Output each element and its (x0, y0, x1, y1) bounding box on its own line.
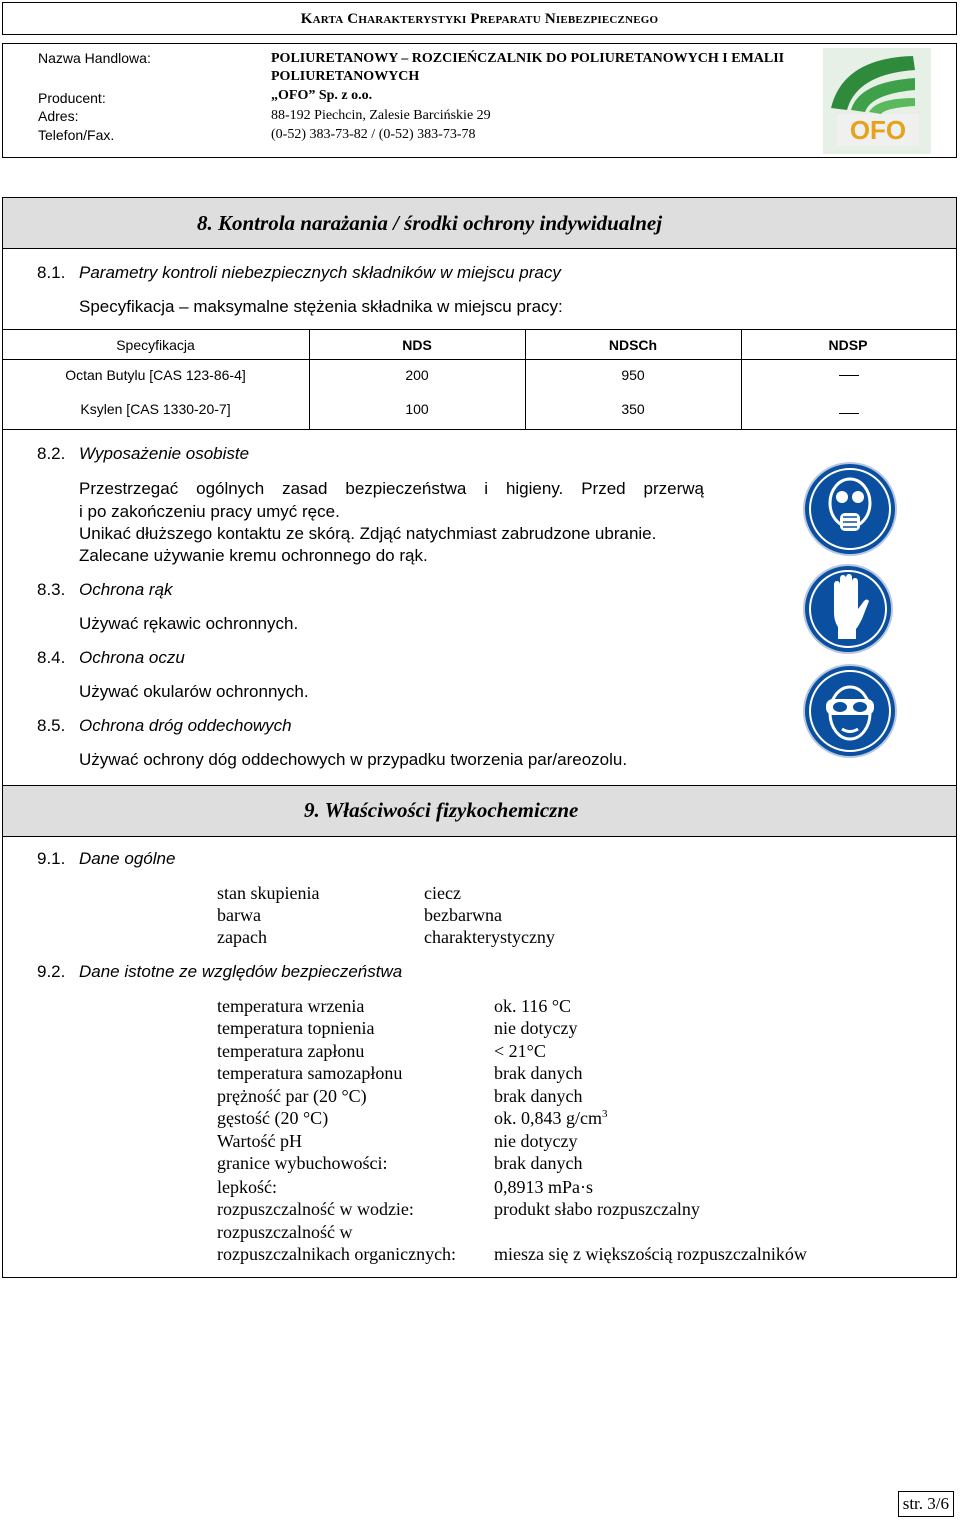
respirator-mask-icon (802, 461, 898, 557)
table-cell: 200 (405, 367, 429, 383)
general-property-value: charakterystyczny (424, 927, 555, 947)
table-cell-dash (839, 413, 859, 414)
safety-property-label: rozpuszczalnikach organicznych: (217, 1244, 457, 1264)
safety-property-value: nie dotyczy (494, 1131, 578, 1151)
safety-property-label: Wartość pH (217, 1131, 303, 1151)
address-label: Adres: (38, 108, 79, 124)
s82-text-line: Zalecane używanie kremu ochronnego do rąk. (79, 546, 428, 565)
table-header-ndsch: NDSCh (608, 337, 658, 353)
table-cell: 350 (621, 401, 645, 417)
safety-property-label: temperatura wrzenia (217, 996, 365, 1016)
s83-text: Używać rękawic ochronnych. (79, 614, 299, 633)
s82-text-line: i po zakończeniu pracy umyć ręce. (79, 502, 340, 521)
s85-text: Używać ochrony dóg oddechowych w przypadku tworzenia par/areozolu. (79, 750, 628, 769)
safety-property-value: brak danych (494, 1063, 583, 1083)
safety-property-value: nie dotyczy (494, 1018, 578, 1038)
density-value: ok. 0,843 g/cm (494, 1108, 602, 1128)
table-header-spec: Specyfikacja (116, 337, 195, 353)
s82-text-line: Unikać dłuższego kontaktu ze skórą. Zdjąć natychmiast zabrudzone ubranie. (79, 524, 657, 543)
address-value: 88-192 Piechcin, Zalesie Barcińskie 29 (271, 108, 491, 123)
s85-heading: Ochrona dróg oddechowych (79, 716, 292, 735)
safety-property-value: brak danych (494, 1086, 583, 1106)
safety-property-label: rozpuszczalność w (217, 1222, 353, 1242)
trade-name-label: Nazwa Handlowa: (38, 50, 151, 66)
section-8-title: 8. Kontrola narażania / środki ochrony indywidualnej (197, 211, 663, 235)
s84-number: 8.4. (37, 648, 66, 667)
general-property-label: barwa (217, 905, 261, 925)
phone-label: Telefon/Fax. (38, 127, 115, 143)
safety-goggles-icon (802, 663, 898, 759)
document-title-bar (2, 2, 957, 35)
safety-property-value: brak danych (494, 1153, 583, 1173)
table-header-nds: NDS (402, 337, 432, 353)
safety-property-value: miesza się z większością rozpuszczalników (494, 1244, 807, 1264)
producer-value: „OFO” Sp. z o.o. (271, 88, 373, 103)
section-9-title: 9. Właściwości fizykochemiczne (304, 798, 579, 822)
company-logo (823, 48, 931, 154)
table-cell-dash (839, 375, 859, 376)
s83-number: 8.3. (37, 580, 66, 599)
s82-number: 8.2. (37, 444, 66, 463)
safety-property-label: granice wybuchowości: (217, 1153, 388, 1173)
s85-number: 8.5. (37, 716, 66, 735)
safety-property-value: 0,8913 mPa·s (494, 1177, 593, 1197)
page-number: str. 3/6 (898, 1491, 954, 1517)
s82-heading: Wyposażenie osobiste (79, 444, 250, 463)
s91-number: 9.1. (37, 849, 66, 868)
safety-property-label: rozpuszczalność w wodzie: (217, 1199, 414, 1219)
logo-text: OFO (849, 115, 907, 145)
s92-heading: Dane istotne ze względów bezpieczeństwa (79, 962, 403, 981)
safety-property-value: ok. 116 °C (494, 996, 572, 1016)
s83-heading: Ochrona rąk (79, 580, 173, 599)
section-8-bar (2, 197, 957, 249)
table-cell: 950 (621, 367, 645, 383)
safety-property-label: prężność par (20 °C) (217, 1086, 367, 1106)
s84-heading: Ochrona oczu (79, 648, 185, 667)
s81-subheading: Specyfikacja – maksymalne stężenia składnika w miejscu pracy: (79, 297, 563, 316)
general-property-label: zapach (217, 927, 267, 947)
table-cell: Octan Butylu [CAS 123-86-4] (65, 367, 246, 383)
protective-gloves-icon (802, 563, 894, 655)
s81-number: 8.1. (37, 263, 66, 282)
safety-property-value-density (494, 1108, 608, 1129)
s81-heading: Parametry kontroli niebezpiecznych składników w miejscu pracy (79, 263, 561, 282)
safety-property-value: < 21°C (494, 1041, 546, 1061)
producer-label: Producent: (38, 90, 106, 106)
product-info-box (2, 43, 957, 158)
general-property-value: ciecz (424, 883, 461, 903)
trade-name-value: POLIURETANOWY – ROZCIEŃCZALNIK DO POLIURETANOWYCH I EMALII POLIURETANOWYCH (271, 51, 785, 84)
density-superscript: 3 (602, 1108, 608, 1120)
safety-property-label: lepkość: (217, 1177, 277, 1197)
safety-property-label: temperatura zapłonu (217, 1041, 365, 1061)
s91-heading: Dane ogólne (79, 849, 176, 868)
table-bottom-line (2, 429, 957, 430)
s92-number: 9.2. (37, 962, 66, 981)
safety-property-label: temperatura topnienia (217, 1018, 375, 1038)
table-cell: 100 (405, 401, 429, 417)
section-9-bar (2, 785, 957, 837)
general-property-label: stan skupienia (217, 883, 320, 903)
s82-text-line: Przestrzegać ogólnych zasad bezpieczeństwa i higieny. Przed przerwą (79, 479, 704, 498)
safety-property-label: temperatura samozapłonu (217, 1063, 403, 1083)
safety-property-value: produkt słabo rozpuszczalny (494, 1199, 700, 1219)
safety-property-label: gęstość (20 °C) (217, 1108, 329, 1128)
table-header-ndsp: NDSP (828, 337, 868, 353)
table-top-line (2, 329, 957, 330)
table-cell: Ksylen [CAS 1330-20-7] (80, 401, 231, 417)
phone-value: (0-52) 383-73-82 / (0-52) 383-73-78 (271, 127, 476, 142)
document-title: Karta Charakterystyki Preparatu Niebezpiecznego (300, 11, 659, 27)
general-property-value: bezbarwna (424, 905, 502, 925)
s84-text: Używać okularów ochronnych. (79, 682, 309, 701)
table-header-line (2, 359, 957, 360)
